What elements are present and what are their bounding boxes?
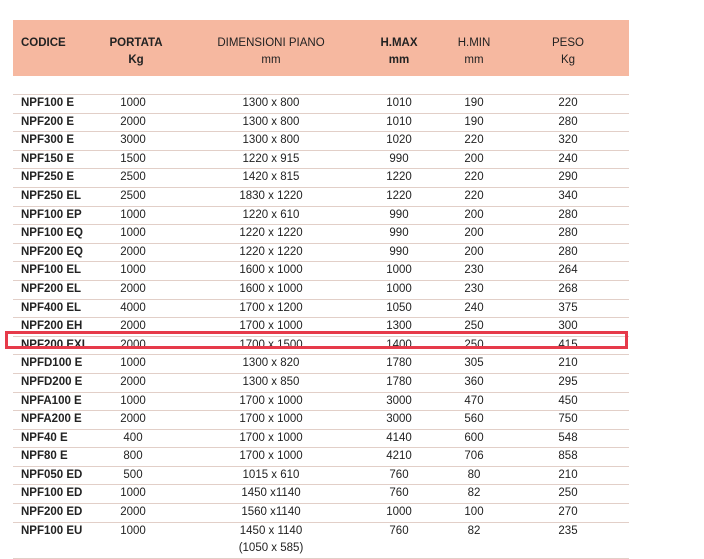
cell-dimensioni-alt: (1050 x 585) [238,542,304,555]
cell-codice: NPF80 E [21,450,68,463]
table-row [13,262,629,281]
cell-codice: NPF100 EL [21,264,82,277]
cell-hmin: 230 [464,264,484,277]
cell-hmin: 250 [464,320,484,333]
cell-codice: NPFA200 E [21,413,82,426]
cell-dimensioni [221,523,321,558]
cell-dimensioni: 1700 x 1000 [239,394,303,407]
cell-dimensioni: 1700 x 1000 [239,431,303,444]
cell-peso: 750 [558,413,578,426]
cell-peso: 220 [558,97,578,109]
cell-peso: 280 [558,115,578,128]
cell-dimensioni: 1700 x 1000 [239,450,303,463]
header-portata [101,35,171,69]
cell-hmin: 305 [464,357,484,370]
cell-portata: 2000 [120,115,146,128]
cell-codice: NPFA100 E [21,394,82,407]
cell-hmin: 80 [467,468,481,481]
cell-peso: 280 [558,208,578,221]
cell-hmax: 4210 [386,450,412,463]
cell-dimensioni: 1220 x 1220 [239,227,303,240]
header-dimensioni [211,35,331,69]
cell-portata: 3000 [120,134,146,147]
cell-dimensioni: 1700 x 1500 [239,338,303,351]
cell-peso: 320 [558,134,578,147]
cell-hmin: 220 [464,189,484,202]
cell-dimensioni: 1700 x 1000 [239,413,303,426]
table-row [13,244,629,263]
header-peso-label: PESO [552,37,584,49]
table-row [13,430,629,449]
cell-peso: 210 [558,357,578,370]
table-header [13,20,629,76]
cell-peso: 300 [558,320,578,333]
cell-dimensioni: 1220 x 915 [242,152,300,165]
cell-peso: 450 [558,394,578,407]
cell-dimensioni-main: 1450 x 1140 [239,524,303,537]
cell-portata: 2000 [120,375,146,388]
cell-portata: 400 [123,431,143,444]
cell-codice: NPF150 E [21,152,75,165]
cell-peso: 290 [558,171,578,184]
cell-dimensioni: 1220 x 610 [242,208,300,221]
cell-hmax: 990 [389,208,409,221]
header-portata-label: PORTATA [109,37,163,49]
cell-hmax: 1020 [386,134,412,147]
header-hmin-unit: mm [464,54,484,66]
table-row [13,169,629,188]
cell-hmax: 1000 [386,506,412,519]
cell-hmin: 240 [464,301,484,314]
cell-peso: 270 [558,506,578,519]
cell-hmin: 82 [467,524,481,537]
cell-hmax: 1220 [386,189,412,202]
cell-portata: 2000 [120,506,146,519]
cell-hmax: 1780 [386,375,412,388]
spec-table [13,20,629,559]
cell-codice: NPF200 EXL [21,338,89,351]
cell-dimensioni: 1450 x1140 [241,487,301,500]
cell-portata: 2000 [120,338,146,351]
cell-hmax: 3000 [386,413,412,426]
cell-codice: NPF250 EL [21,189,82,202]
cell-hmax: 3000 [386,394,412,407]
cell-hmax: 1780 [386,357,412,370]
table-row [13,523,629,559]
table-row [13,207,629,226]
cell-portata: 1000 [120,208,146,221]
cell-peso: 268 [558,282,578,295]
cell-hmin: 250 [464,338,484,351]
cell-portata: 2000 [120,320,146,333]
cell-hmax: 990 [389,245,409,258]
cell-portata: 1500 [120,152,146,165]
cell-portata: 4000 [120,301,146,314]
cell-hmin: 230 [464,282,484,295]
cell-hmax: 1000 [386,282,412,295]
cell-codice: NPF100 ED [21,487,83,500]
cell-peso: 858 [558,450,578,463]
cell-codice: NPFD100 E [21,357,83,370]
table-row [13,188,629,207]
cell-portata: 2000 [120,413,146,426]
cell-codice: NPF300 E [21,134,75,147]
cell-peso: 235 [558,524,578,537]
table-row [13,337,629,356]
cell-peso: 375 [558,301,578,314]
table-row [13,355,629,374]
cell-dimensioni: 1700 x 1000 [239,320,303,333]
header-codice: CODICE [21,37,66,49]
cell-hmax: 760 [389,468,409,481]
cell-codice: NPF100 E [21,97,75,109]
header-peso [540,35,596,69]
header-hmin [446,35,502,69]
table-row [13,504,629,523]
table-row [13,151,629,170]
cell-peso: 280 [558,245,578,258]
cell-codice: NPF200 ED [21,506,83,519]
cell-dimensioni: 1420 x 815 [242,171,300,184]
cell-peso: 210 [558,468,578,481]
table-row [13,393,629,412]
cell-dimensioni: 1300 x 800 [242,115,300,128]
table-row [13,95,629,114]
cell-portata: 1000 [120,487,146,500]
cell-codice: NPF200 E [21,115,75,128]
cell-codice: NPF200 EL [21,282,82,295]
table-row [13,114,629,133]
cell-hmax: 1220 [386,171,412,184]
header-peso-unit: Kg [560,54,576,66]
cell-hmax: 990 [389,227,409,240]
cell-hmin: 360 [464,375,484,388]
cell-hmin: 200 [464,152,484,165]
header-spacer [13,76,629,95]
cell-hmax: 990 [389,152,409,165]
cell-portata: 2500 [120,189,146,202]
cell-dimensioni: 1300 x 800 [242,134,300,147]
table-row [13,281,629,300]
cell-hmin: 200 [464,245,484,258]
table-row [13,411,629,430]
table-row [13,318,629,337]
cell-codice: NPF050 ED [21,468,83,481]
cell-hmin: 220 [464,134,484,147]
cell-portata: 1000 [120,524,146,537]
cell-peso: 264 [558,264,578,277]
table-row [13,300,629,319]
cell-hmax: 1400 [386,338,412,351]
cell-portata: 2000 [120,282,146,295]
cell-hmin: 82 [467,487,481,500]
table-row [13,448,629,467]
cell-codice: NPFD200 E [21,375,83,388]
cell-hmin: 560 [464,413,484,426]
table-row [13,132,629,151]
cell-codice: NPF40 E [21,431,68,444]
cell-hmax: 760 [389,524,409,537]
cell-portata: 500 [123,468,143,481]
cell-hmin: 200 [464,208,484,221]
cell-peso: 250 [558,487,578,500]
cell-portata: 1000 [120,227,146,240]
header-portata-unit: Kg [128,54,144,66]
cell-peso: 340 [558,189,578,202]
cell-peso: 295 [558,375,578,388]
cell-hmax: 4140 [386,431,412,444]
header-dimensioni-label: DIMENSIONI PIANO [217,37,325,49]
table-body [13,95,629,559]
cell-hmax: 760 [389,487,409,500]
cell-dimensioni: 1600 x 1000 [239,282,303,295]
table-row [13,225,629,244]
cell-codice: NPF400 EL [21,301,82,314]
cell-hmin: 200 [464,227,484,240]
cell-portata: 1000 [120,97,146,109]
cell-dimensioni: 1300 x 820 [242,357,300,370]
cell-dimensioni: 1560 x1140 [241,506,301,519]
cell-codice: NPF100 EU [21,524,83,537]
cell-portata: 2500 [120,171,146,184]
cell-peso: 415 [558,338,578,351]
cell-portata: 2000 [120,245,146,258]
cell-codice: NPF100 EQ [21,227,83,240]
cell-hmin: 190 [464,115,484,128]
cell-hmin: 220 [464,171,484,184]
table-row [13,485,629,504]
cell-dimensioni: 1700 x 1200 [239,301,303,314]
cell-hmin: 470 [464,394,484,407]
cell-codice: NPF200 EH [21,320,83,333]
header-dimensioni-unit: mm [261,54,281,66]
cell-hmin: 600 [464,431,484,444]
header-hmax-unit: mm [388,54,410,66]
cell-dimensioni: 1220 x 1220 [239,245,303,258]
cell-hmin: 100 [464,506,484,519]
header-hmax-label: H.MAX [380,37,418,49]
cell-codice: NPF100 EP [21,208,82,221]
cell-peso: 240 [558,152,578,165]
cell-hmax: 1010 [386,115,412,128]
table-row [13,374,629,393]
cell-codice: NPF200 EQ [21,245,83,258]
cell-dimensioni: 1830 x 1220 [239,189,303,202]
cell-portata: 1000 [120,357,146,370]
cell-hmin: 190 [464,97,484,109]
cell-hmax: 1000 [386,264,412,277]
cell-dimensioni: 1300 x 800 [242,97,300,109]
cell-peso: 548 [558,431,578,444]
cell-hmin: 706 [464,450,484,463]
cell-dimensioni: 1300 x 850 [242,375,300,388]
cell-hmax: 1050 [386,301,412,314]
cell-portata: 1000 [120,394,146,407]
cell-portata: 800 [123,450,143,463]
cell-portata: 1000 [120,264,146,277]
table-row [13,467,629,486]
cell-dimensioni: 1600 x 1000 [239,264,303,277]
header-hmin-label: H.MIN [457,37,491,49]
header-hmax [371,35,427,69]
cell-dimensioni: 1015 x 610 [242,468,300,481]
cell-hmax: 1010 [386,97,412,109]
cell-codice: NPF250 E [21,171,75,184]
cell-peso: 280 [558,227,578,240]
cell-hmax: 1300 [386,320,412,333]
